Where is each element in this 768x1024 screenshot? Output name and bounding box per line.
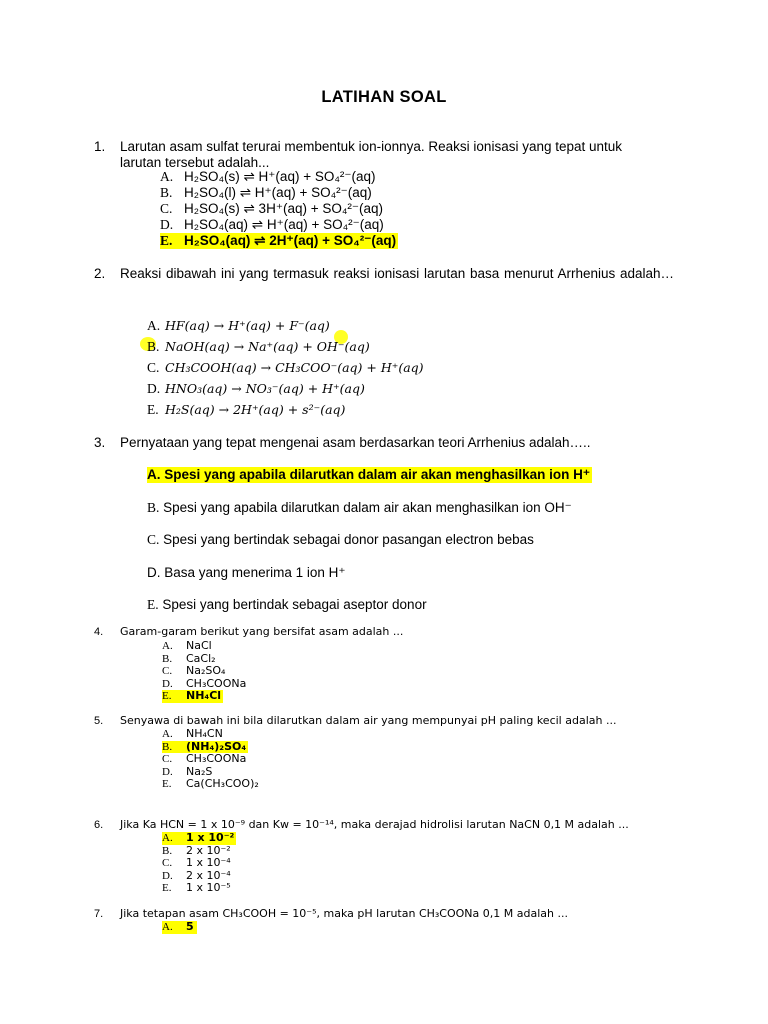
q2-option-b-text: NaOH(aq) → Na⁺(aq) + OH⁻(aq) bbox=[165, 339, 370, 354]
q2-option-a-text: HF(aq) → H⁺(aq) + F⁻(aq) bbox=[165, 318, 330, 333]
q6-number: 6. bbox=[94, 819, 104, 831]
q1-option-a-letter: A. bbox=[160, 169, 174, 184]
q6-option-e[interactable] bbox=[162, 882, 231, 895]
q4-option-e-text: NH₄Cl bbox=[186, 689, 222, 703]
q5-text: Senyawa di bawah ini bila dilarutkan dalam air yang mempunyai pH paling kecil adalah ... bbox=[120, 714, 617, 727]
q6-option-c-letter: C. bbox=[162, 857, 173, 870]
q5-option-c-letter: C. bbox=[162, 753, 173, 766]
q1-option-c-text: H₂SO₄(s) ⇌ 3H⁺(aq) + SO₄²⁻(aq) bbox=[184, 201, 383, 216]
q5-option-a-text: NH₄CN bbox=[186, 727, 223, 740]
q2-option-c[interactable] bbox=[147, 360, 424, 376]
q4-option-c-letter: C. bbox=[162, 665, 173, 678]
q3-option-a-letter: A. bbox=[147, 467, 161, 482]
q4-option-a-text: NaCl bbox=[186, 639, 212, 652]
q4-option-a-letter: A. bbox=[162, 640, 173, 652]
q5-option-e-letter: E. bbox=[162, 778, 172, 791]
q1-option-a[interactable] bbox=[160, 169, 375, 185]
q7-number: 7. bbox=[94, 908, 104, 920]
q3-option-c[interactable] bbox=[147, 532, 534, 548]
q3-option-d-letter: D. bbox=[147, 565, 161, 580]
q5-option-a-letter: A. bbox=[162, 728, 173, 740]
q3-option-a[interactable] bbox=[147, 467, 592, 483]
q6-option-a-text: 1 x 10⁻² bbox=[186, 831, 235, 844]
q1-option-b-text: H₂SO₄(l) ⇌ H⁺(aq) + SO₄²⁻(aq) bbox=[184, 185, 372, 200]
q6-option-d-letter: D. bbox=[162, 869, 173, 882]
q6-option-c-text: 1 x 10⁻⁴ bbox=[186, 856, 231, 870]
q6-option-d-text: 2 x 10⁻⁴ bbox=[186, 868, 231, 882]
q5-option-d-text: Na₂S bbox=[186, 764, 213, 778]
q1-number: 1. bbox=[94, 139, 106, 154]
q1-option-b-letter: B. bbox=[160, 185, 173, 200]
q7-option-a[interactable] bbox=[162, 921, 197, 934]
q5-option-d-letter: D. bbox=[162, 765, 173, 778]
q5-option-e[interactable] bbox=[162, 778, 259, 791]
q2-option-d-text: HNO₃(aq) → NO₃⁻(aq) + H⁺(aq) bbox=[165, 381, 365, 396]
q1-option-e[interactable] bbox=[160, 233, 398, 249]
q1-option-d[interactable] bbox=[160, 217, 384, 233]
q6-option-a-letter: A. bbox=[162, 832, 173, 844]
q2-number: 2. bbox=[94, 266, 106, 281]
q6-option-e-text: 1 x 10⁻⁵ bbox=[186, 881, 231, 895]
q4-text: Garam-garam berikut yang bersifat asam adalah ... bbox=[120, 625, 404, 638]
q6-option-b-letter: B. bbox=[162, 844, 173, 857]
q3-option-e-letter: E. bbox=[147, 597, 159, 612]
q2-option-e-letter: E. bbox=[147, 402, 159, 417]
q7-option-a-letter: A. bbox=[162, 921, 173, 933]
q2-option-c-text: CH₃COOH(aq) → CH₃COO⁻(aq) + H⁺(aq) bbox=[165, 360, 424, 375]
q1-option-a-text: H₂SO₄(s) ⇌ H⁺(aq) + SO₄²⁻(aq) bbox=[184, 169, 376, 184]
q3-text: Pernyataan yang tepat mengenai asam berdasarkan teori Arrhenius adalah….. bbox=[120, 435, 591, 450]
q5-option-c-text: CH₃COONa bbox=[186, 752, 247, 766]
q3-option-a-text: Spesi yang apabila dilarutkan dalam air akan menghasilkan ion H⁺ bbox=[164, 467, 591, 482]
q3-option-d[interactable] bbox=[147, 565, 345, 581]
q4-option-b-text: CaCl₂ bbox=[186, 651, 216, 665]
q4-number: 4. bbox=[94, 626, 104, 638]
q4-option-b-letter: B. bbox=[162, 652, 173, 665]
q2-option-c-letter: C. bbox=[147, 360, 160, 375]
q2-option-d[interactable] bbox=[147, 381, 365, 397]
q3-option-d-text: Basa yang menerima 1 ion H⁺ bbox=[164, 565, 346, 580]
q3-option-b-letter: B. bbox=[147, 500, 160, 515]
q2-option-a-letter: A. bbox=[147, 318, 161, 333]
q2-option-b-letter: B. bbox=[147, 339, 160, 354]
q1-option-c[interactable] bbox=[160, 201, 383, 217]
q2-option-e[interactable] bbox=[147, 402, 345, 418]
q1-option-d-letter: D. bbox=[160, 217, 174, 232]
q2-option-e-text: H₂S(aq) → 2H⁺(aq) + s²⁻(aq) bbox=[165, 402, 346, 417]
q4-option-e[interactable] bbox=[162, 690, 223, 703]
q3-option-c-text: Spesi yang bertindak sebagai donor pasangan electron bebas bbox=[163, 532, 534, 547]
q6-option-e-letter: E. bbox=[162, 882, 172, 895]
q3-option-b[interactable] bbox=[147, 500, 572, 516]
q1-option-c-letter: C. bbox=[160, 201, 173, 216]
q5-option-e-text: Ca(CH₃COO)₂ bbox=[186, 777, 259, 791]
q1-option-b[interactable] bbox=[160, 185, 372, 201]
q3-option-e-text: Spesi yang bertindak sebagai aseptor donor bbox=[162, 597, 427, 612]
q3-number: 3. bbox=[94, 435, 106, 450]
q3-option-c-letter: C. bbox=[147, 532, 160, 547]
q1-text: Larutan asam sulfat terurai membentuk ion-ionnya. Reaksi ionisasi yang tepat untuk larutan tersebut adalah... bbox=[120, 139, 623, 170]
q4-option-d-letter: D. bbox=[162, 677, 173, 690]
q4-option-e-letter: E. bbox=[162, 690, 172, 703]
q1-option-e-text: H₂SO₄(aq) ⇌ 2H⁺(aq) + SO₄²⁻(aq) bbox=[184, 233, 397, 248]
q2-text: Reaksi dibawah ini yang termasuk reaksi ionisasi larutan basa menurut Arrhenius adalah… bbox=[120, 266, 674, 281]
q6-text: Jika Ka HCN = 1 x 10⁻⁹ dan Kw = 10⁻¹⁴, maka derajad hidrolisi larutan NaCN 0,1 M adalah ... bbox=[120, 818, 629, 831]
q1-option-d-text: H₂SO₄(aq) ⇌ H⁺(aq) + SO₄²⁻(aq) bbox=[184, 217, 384, 232]
q6-option-b-text: 2 x 10⁻² bbox=[186, 843, 231, 857]
q4-option-d-text: CH₃COONa bbox=[186, 676, 247, 690]
q3-option-b-text: Spesi yang apabila dilarutkan dalam air akan menghasilkan ion OH⁻ bbox=[163, 500, 572, 515]
q3-option-e[interactable] bbox=[147, 597, 427, 613]
q4-option-c-text: Na₂SO₄ bbox=[186, 664, 226, 678]
q2-option-a[interactable] bbox=[147, 318, 330, 334]
q7-text: Jika tetapan asam CH₃COOH = 10⁻⁵, maka pH larutan CH₃COONa 0,1 M adalah ... bbox=[120, 907, 568, 920]
q2-option-d-letter: D. bbox=[147, 381, 161, 396]
q5-number: 5. bbox=[94, 715, 104, 727]
page-title: LATIHAN SOAL bbox=[321, 88, 447, 106]
q1-option-e-letter: E. bbox=[160, 233, 173, 248]
q2-option-b[interactable] bbox=[147, 339, 370, 355]
q5-option-b-letter: B. bbox=[162, 740, 173, 753]
q5-option-b-text: (NH₄)₂SO₄ bbox=[186, 739, 247, 753]
q7-option-a-text: 5 bbox=[186, 920, 194, 933]
